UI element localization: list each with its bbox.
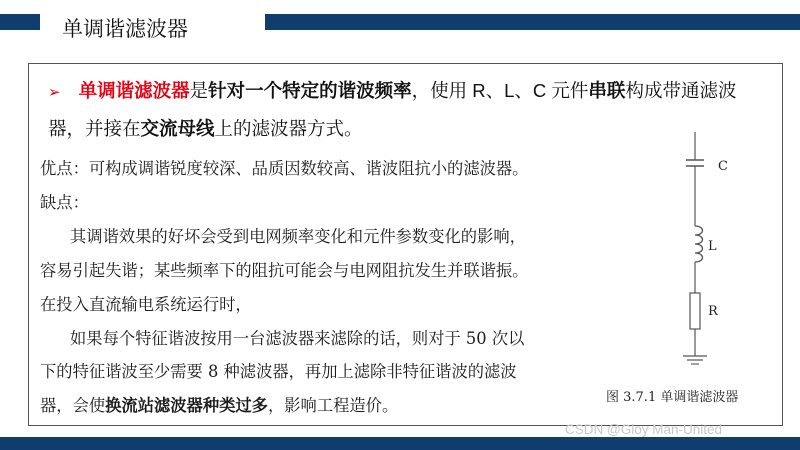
filter-count-line xyxy=(40,392,640,416)
filter-count-line: 下的特征谐波至少需要 8 种滤波器，再加上滤除非特征谐波的滤波 xyxy=(40,362,517,381)
definition-text: 上的滤波器方式。 xyxy=(214,118,363,139)
filter-count-text: ，影响工程造价。 xyxy=(267,396,399,415)
bottom-accent-bar xyxy=(0,437,800,450)
page-title: 单调谐滤波器 xyxy=(62,17,188,41)
circuit-diagram xyxy=(622,128,782,410)
filter-count-line: 如果每个特征谐波按用一台滤波器来滤除的话，则对于 50 次以 xyxy=(70,329,525,348)
definition-emphasis: 交流母线 xyxy=(140,118,215,139)
disadvantages-label: 缺点： xyxy=(40,193,89,212)
term-highlight: 单调谐滤波器 xyxy=(78,80,190,101)
inductor-label: L xyxy=(708,239,717,254)
filter-count-emphasis: 换流站滤波器种类过多 xyxy=(105,396,268,415)
resistor-body xyxy=(690,293,700,329)
figure-caption: 图 3.7.1 单调谐滤波器 xyxy=(606,390,739,405)
filter-count-text: 器，会使 xyxy=(40,396,106,415)
resistor-label: R xyxy=(708,304,718,319)
definition-text: ，使用 R、L、C 元件 xyxy=(411,80,589,101)
disadvantage-line: 容易引起失谐；某些频率下的阻抗可能会与电网阻抗发生并联谐振。 xyxy=(40,261,529,280)
advantages-line: 优点：可构成调谐锐度较深、品质因数较高、谐波阻抗小的滤波器。 xyxy=(40,159,529,178)
definition-emphasis: 串联 xyxy=(588,80,626,101)
rlc-circuit-svg xyxy=(622,128,782,378)
title-accent-bar-right xyxy=(265,14,800,30)
disadvantage-line: 其调谐效果的好坏会受到电网频率变化和元件参数变化的影响， xyxy=(70,227,526,246)
hvdc-line: 在投入直流输电系统运行时， xyxy=(40,295,252,314)
definition-emphasis: 针对一个特定的谐波频率 xyxy=(208,80,412,101)
inductor-coil xyxy=(695,226,703,262)
definition-text: 构成带通滤波器，并接在 xyxy=(48,80,737,139)
right-arrow-bullet-icon: ➢ xyxy=(48,84,61,101)
watermark: CSDN @Gloy Man-United xyxy=(565,422,722,437)
title-accent-bar-left xyxy=(0,14,40,30)
definition-text: 是 xyxy=(189,80,209,101)
capacitor-label: C xyxy=(718,159,728,174)
